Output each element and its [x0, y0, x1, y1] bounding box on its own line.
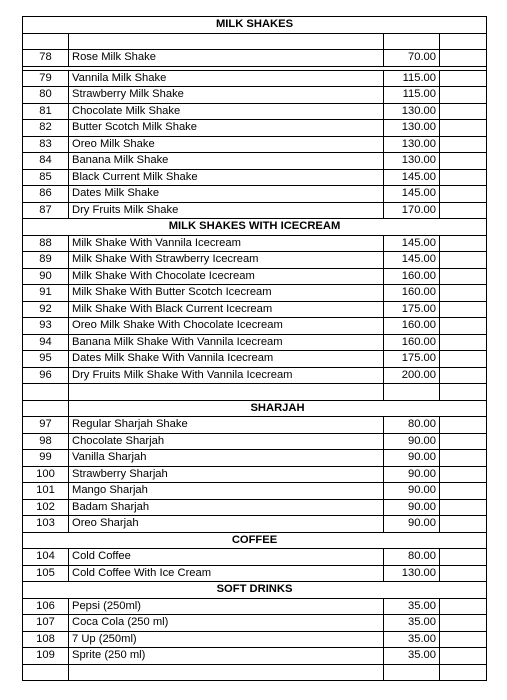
item-name: Cold Coffee [69, 549, 384, 566]
item-number: 81 [23, 103, 69, 120]
menu-item-row [23, 318, 487, 335]
blank-cell-price [384, 33, 440, 50]
section-title: MILK SHAKES WITH ICECREAM [23, 219, 487, 236]
section-title: COFFEE [23, 532, 487, 549]
menu-item-row [23, 615, 487, 632]
item-number: 99 [23, 450, 69, 467]
blank-cell-price [384, 664, 440, 681]
blank-cell-no [23, 33, 69, 50]
item-name: Pepsi (250ml) [69, 598, 384, 615]
blank-cell-price [384, 384, 440, 401]
item-name: Oreo Milk Shake With Chocolate Icecream [69, 318, 384, 335]
item-name: Milk Shake With Vannila Icecream [69, 235, 384, 252]
item-price: 35.00 [384, 615, 440, 632]
menu-item-row [23, 565, 487, 582]
menu-item-row [23, 499, 487, 516]
item-extra-cell [440, 169, 487, 186]
item-price: 90.00 [384, 433, 440, 450]
menu-item-row [23, 268, 487, 285]
item-number: 90 [23, 268, 69, 285]
item-number: 96 [23, 367, 69, 384]
menu-item-row [23, 252, 487, 269]
item-extra-cell [440, 50, 487, 67]
menu-item-row [23, 235, 487, 252]
menu-item-row [23, 103, 487, 120]
item-price: 115.00 [384, 87, 440, 104]
item-number: 103 [23, 516, 69, 533]
item-name: Cold Coffee With Ice Cream [69, 565, 384, 582]
menu-table-body [23, 17, 487, 681]
item-price: 175.00 [384, 351, 440, 368]
menu-item-row [23, 136, 487, 153]
item-name: Badam Sharjah [69, 499, 384, 516]
blank-cell-no [23, 384, 69, 401]
menu-item-row [23, 285, 487, 302]
menu-item-row [23, 70, 487, 87]
item-name: Oreo Sharjah [69, 516, 384, 533]
item-extra-cell [440, 202, 487, 219]
item-price: 90.00 [384, 499, 440, 516]
item-extra-cell [440, 598, 487, 615]
item-extra-cell [440, 285, 487, 302]
item-number: 94 [23, 334, 69, 351]
item-number: 79 [23, 70, 69, 87]
item-extra-cell [440, 631, 487, 648]
item-name: Milk Shake With Chocolate Icecream [69, 268, 384, 285]
item-name: Strawberry Sharjah [69, 466, 384, 483]
item-name: 7 Up (250ml) [69, 631, 384, 648]
item-extra-cell [440, 450, 487, 467]
item-price: 200.00 [384, 367, 440, 384]
item-extra-cell [440, 235, 487, 252]
item-price: 160.00 [384, 285, 440, 302]
item-price: 130.00 [384, 153, 440, 170]
item-name: Coca Cola (250 ml) [69, 615, 384, 632]
item-number: 89 [23, 252, 69, 269]
item-name: Mango Sharjah [69, 483, 384, 500]
item-number: 97 [23, 417, 69, 434]
blank-cell-name [69, 384, 384, 401]
item-extra-cell [440, 367, 487, 384]
item-price: 160.00 [384, 334, 440, 351]
menu-item-row [23, 202, 487, 219]
item-price: 70.00 [384, 50, 440, 67]
section-header-row [23, 532, 487, 549]
item-name: Dry Fruits Milk Shake [69, 202, 384, 219]
item-price: 35.00 [384, 631, 440, 648]
item-extra-cell [440, 334, 487, 351]
item-name: Dry Fruits Milk Shake With Vannila Icecream [69, 367, 384, 384]
menu-item-row [23, 50, 487, 67]
blank-row [23, 384, 487, 401]
item-price: 130.00 [384, 565, 440, 582]
menu-item-row [23, 169, 487, 186]
menu-item-row [23, 466, 487, 483]
item-price: 90.00 [384, 483, 440, 500]
item-extra-cell [440, 103, 487, 120]
item-extra-cell [440, 615, 487, 632]
item-extra-cell [440, 499, 487, 516]
item-number: 84 [23, 153, 69, 170]
item-number: 107 [23, 615, 69, 632]
item-number: 80 [23, 87, 69, 104]
menu-item-row [23, 87, 487, 104]
section-title: MILK SHAKES [23, 17, 487, 34]
blank-row [23, 664, 487, 681]
item-price: 170.00 [384, 202, 440, 219]
item-price: 130.00 [384, 120, 440, 137]
item-extra-cell [440, 318, 487, 335]
item-number: 78 [23, 50, 69, 67]
item-number: 98 [23, 433, 69, 450]
item-number: 86 [23, 186, 69, 203]
menu-item-row [23, 351, 487, 368]
item-price: 145.00 [384, 186, 440, 203]
item-name: Butter Scotch Milk Shake [69, 120, 384, 137]
item-number: 91 [23, 285, 69, 302]
section-header-row [23, 219, 487, 236]
item-extra-cell [440, 351, 487, 368]
blank-cell-extra [440, 664, 487, 681]
menu-item-row [23, 417, 487, 434]
menu-item-row [23, 334, 487, 351]
item-extra-cell [440, 483, 487, 500]
blank-cell-no [23, 664, 69, 681]
item-number: 95 [23, 351, 69, 368]
item-price: 90.00 [384, 516, 440, 533]
section-title: SHARJAH [69, 400, 487, 417]
menu-item-row [23, 483, 487, 500]
item-name: Vanilla Sharjah [69, 450, 384, 467]
item-name: Oreo Milk Shake [69, 136, 384, 153]
item-price: 130.00 [384, 136, 440, 153]
menu-item-row [23, 433, 487, 450]
item-number: 92 [23, 301, 69, 318]
item-price: 130.00 [384, 103, 440, 120]
item-extra-cell [440, 565, 487, 582]
item-number: 101 [23, 483, 69, 500]
item-name: Milk Shake With Butter Scotch Icecream [69, 285, 384, 302]
item-price: 145.00 [384, 235, 440, 252]
item-price: 90.00 [384, 466, 440, 483]
item-number: 87 [23, 202, 69, 219]
item-extra-cell [440, 87, 487, 104]
item-name: Banana Milk Shake [69, 153, 384, 170]
item-extra-cell [440, 433, 487, 450]
item-name: Rose Milk Shake [69, 50, 384, 67]
item-name: Milk Shake With Black Current Icecream [69, 301, 384, 318]
item-extra-cell [440, 120, 487, 137]
item-number: 102 [23, 499, 69, 516]
item-extra-cell [440, 268, 487, 285]
blank-cell-name [69, 664, 384, 681]
item-number: 85 [23, 169, 69, 186]
item-price: 160.00 [384, 318, 440, 335]
menu-item-row [23, 153, 487, 170]
menu-item-row [23, 648, 487, 665]
item-price: 115.00 [384, 70, 440, 87]
item-price: 80.00 [384, 549, 440, 566]
section-header-row [23, 582, 487, 599]
menu-item-row [23, 301, 487, 318]
menu-item-row [23, 516, 487, 533]
section-title: SOFT DRINKS [23, 582, 487, 599]
item-extra-cell [440, 549, 487, 566]
item-name: Dates Milk Shake With Vannila Icecream [69, 351, 384, 368]
item-extra-cell [440, 466, 487, 483]
item-name: Strawberry Milk Shake [69, 87, 384, 104]
item-price: 145.00 [384, 252, 440, 269]
item-name: Milk Shake With Strawberry Icecream [69, 252, 384, 269]
item-number: 109 [23, 648, 69, 665]
item-price: 145.00 [384, 169, 440, 186]
item-name: Dates Milk Shake [69, 186, 384, 203]
item-extra-cell [440, 70, 487, 87]
item-name: Chocolate Sharjah [69, 433, 384, 450]
item-name: Chocolate Milk Shake [69, 103, 384, 120]
item-number: 100 [23, 466, 69, 483]
item-number: 104 [23, 549, 69, 566]
item-extra-cell [440, 136, 487, 153]
item-extra-cell [440, 301, 487, 318]
item-price: 35.00 [384, 648, 440, 665]
item-number: 108 [23, 631, 69, 648]
menu-item-row [23, 549, 487, 566]
section-header-row [23, 17, 487, 34]
item-extra-cell [440, 516, 487, 533]
menu-item-row [23, 120, 487, 137]
item-price: 80.00 [384, 417, 440, 434]
item-extra-cell [440, 648, 487, 665]
menu-item-row [23, 631, 487, 648]
item-price: 175.00 [384, 301, 440, 318]
item-number: 105 [23, 565, 69, 582]
menu-item-row [23, 450, 487, 467]
item-name: Regular Sharjah Shake [69, 417, 384, 434]
item-price: 90.00 [384, 450, 440, 467]
item-number: 82 [23, 120, 69, 137]
item-name: Black Current Milk Shake [69, 169, 384, 186]
item-price: 160.00 [384, 268, 440, 285]
item-extra-cell [440, 153, 487, 170]
item-number: 83 [23, 136, 69, 153]
menu-price-table [22, 16, 487, 681]
blank-cell-no [23, 400, 69, 417]
section-header-row [23, 400, 487, 417]
item-number: 106 [23, 598, 69, 615]
item-number: 93 [23, 318, 69, 335]
menu-item-row [23, 367, 487, 384]
item-extra-cell [440, 186, 487, 203]
blank-row [23, 33, 487, 50]
item-number: 88 [23, 235, 69, 252]
item-name: Banana Milk Shake With Vannila Icecream [69, 334, 384, 351]
item-extra-cell [440, 417, 487, 434]
blank-cell-extra [440, 384, 487, 401]
item-extra-cell [440, 252, 487, 269]
menu-item-row [23, 186, 487, 203]
item-name: Sprite (250 ml) [69, 648, 384, 665]
blank-cell-name [69, 33, 384, 50]
item-name: Vannila Milk Shake [69, 70, 384, 87]
blank-cell-extra [440, 33, 487, 50]
item-price: 35.00 [384, 598, 440, 615]
menu-item-row [23, 598, 487, 615]
